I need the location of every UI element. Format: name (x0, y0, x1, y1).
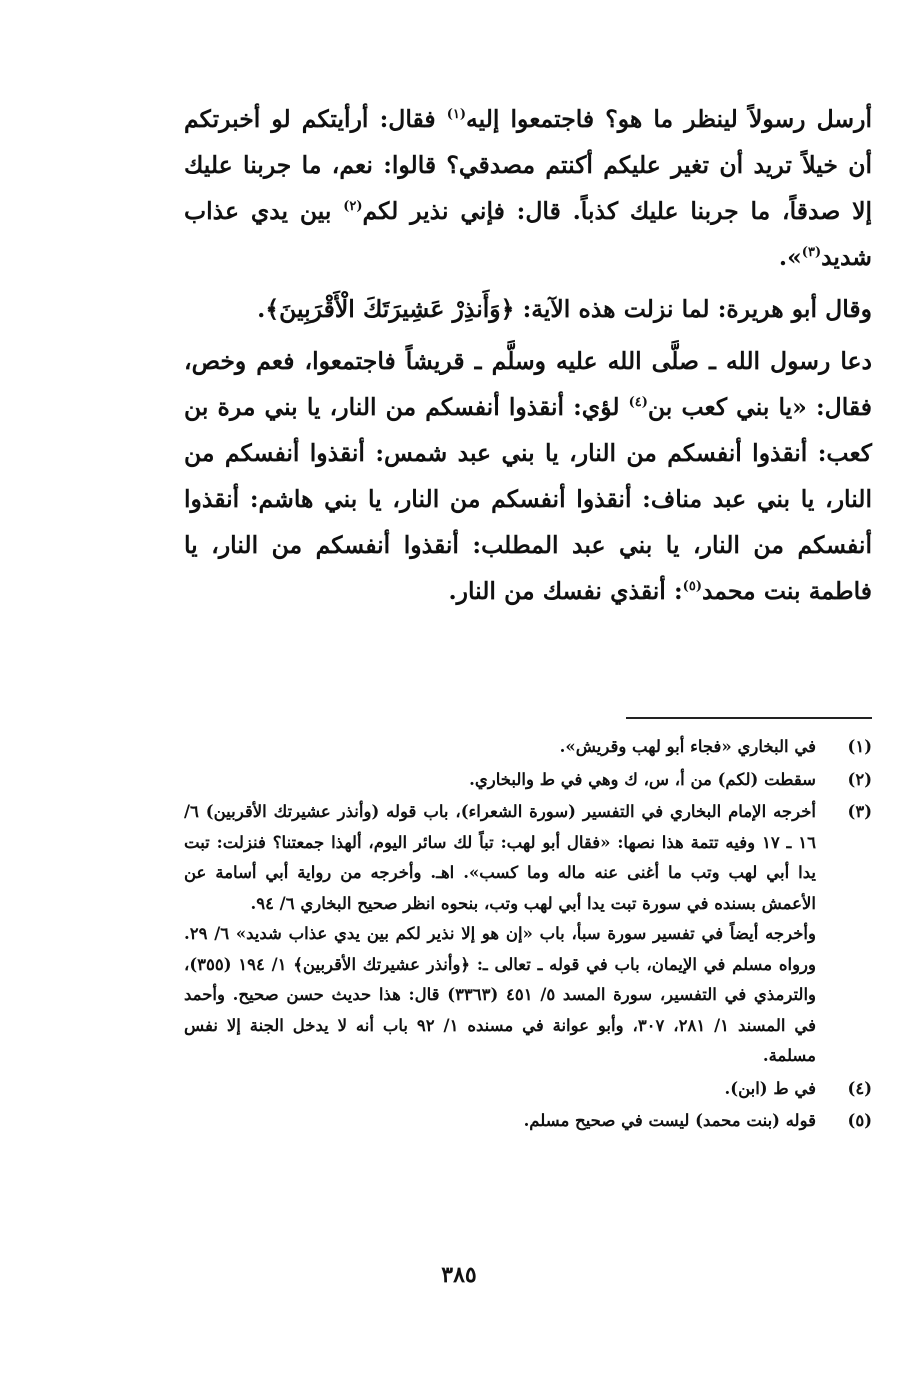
footnote-text: في ط (ابن). (724, 1078, 816, 1098)
paragraph-2 (184, 286, 872, 332)
paragraph-3 (184, 338, 872, 614)
footnote-number: (٤) (847, 1078, 872, 1098)
footnote-marker-2[interactable]: (٢) (343, 199, 363, 215)
footnote-divider (626, 717, 872, 719)
text-run: ». (778, 243, 802, 271)
page-number: ٣٨٥ (441, 1262, 477, 1288)
quran-verse: ﴿وَأَنذِرْ عَشِيرَتَكَ الْأَقْرَبِينَ﴾ (265, 295, 515, 323)
footnote-text: وأخرجه أيضاً في تفسير سورة سبأ، باب «إن هو إلا نذير لكم بين يدي عذاب شديد» ٦/ ٢٩. ورواه مسلم في الإيمان، باب في قوله ـ تعالى ـ: ﴿وأنذر عشيرتك الأقربين﴾ ١/ ١٩٤ (٣٥٥)، والترمذي في التفسير، سورة المسد ٥/ ٤٥١ (٣٣٦٣) قال: هذا حديث حسن صحيح. وأحمد في المسند ١/ ٢٨١، ٣٠٧، وأبو عوانة في مسنده ١/ ٩٢ باب أنه لا يدخل الجنة إلا نفس مسلمة. (184, 924, 816, 1065)
footnote-2 (184, 765, 872, 796)
text-run: وقال أبو هريرة: لما نزلت هذه الآية: (514, 295, 872, 323)
footnote-number: (٥) (847, 1111, 872, 1130)
text-run: أرسل رسولاً لينظر ما هو؟ فاجتمعوا إليه (466, 105, 873, 133)
text-run: بين يدي عذاب شديد (184, 197, 872, 271)
footnote-text: أخرجه الإمام البخاري في التفسير (سورة الشعراء)، باب قوله (وأنذر عشيرتك الأقربين) ٦/ ١٦ ـ ١٧ وفيه تتمة هذا نصها: «فقال أبو لهب: تباً لك سائر اليوم، ألهذا جمعتنا؟ فنزلت: تبت يدا أبي لهب وتب ما أغنى عنه ماله وما كسب». اهـ. وأخرجه من رواية أبي أسامة عن الأعمش بسنده في سورة تبت يدا أبي لهب وتب، بنحوه انظر صحيح البخاري ٦/ ٩٤. (184, 802, 816, 913)
footnote-marker-5[interactable]: (٥) (682, 579, 702, 595)
text-run: . (257, 295, 266, 323)
footnote-4 (184, 1074, 872, 1105)
text-run: دعا رسول الله ـ صلَّى الله عليه وسلَّم ـ قريشاً فاجتمعوا، فعم وخص، فقال: «يا بني كعب بن (184, 347, 872, 421)
footnote-number: (٢) (847, 769, 872, 789)
text-run: : أنقذي نفسك من النار. (448, 577, 683, 605)
footnote-3 (184, 797, 872, 1072)
footnotes (184, 732, 872, 1139)
footnote-number: (٣) (847, 802, 872, 821)
footnote-text: في البخاري «فجاء أبو لهب وقريش». (559, 737, 816, 756)
footnote-marker-4[interactable]: (٤) (628, 395, 648, 411)
footnote-marker-3[interactable]: (٣) (801, 245, 822, 261)
footnote-marker-1[interactable]: (١) (446, 107, 467, 123)
main-text (184, 96, 872, 614)
footnote-text: سقطت (لكم) من أ، س، ك وهي في ط والبخاري. (469, 769, 816, 789)
footnote-1 (184, 732, 872, 763)
paragraph-1 (184, 96, 872, 280)
footnote-text: قوله (بنت محمد) ليست في صحيح مسلم. (523, 1111, 816, 1130)
text-run: لؤي: أنقذوا أنفسكم من النار، يا بني مرة بن كعب: أنقذوا أنفسكم من النار، يا بني عبد شمس: أنقذوا أنفسكم من النار، يا بني عبد مناف: أنقذوا أنفسكم من النار، يا بني هاشم: أنقذوا أنفسكم من النار، يا بني عبد المطلب: أنقذوا أنفسكم من النار، يا فاطمة بنت محمد (184, 393, 872, 605)
footnote-number: (١) (847, 737, 872, 756)
text-run: فقال: أرأيتكم لو أخبرتكم أن خيلاً تريد أن تغير عليكم أكنتم مصدقي؟ قالوا: نعم، ما جربنا عليك إلا صدقاً، ما جربنا عليك كذباً. قال: فإني نذير لكم (184, 105, 873, 225)
footnote-5 (184, 1106, 872, 1137)
